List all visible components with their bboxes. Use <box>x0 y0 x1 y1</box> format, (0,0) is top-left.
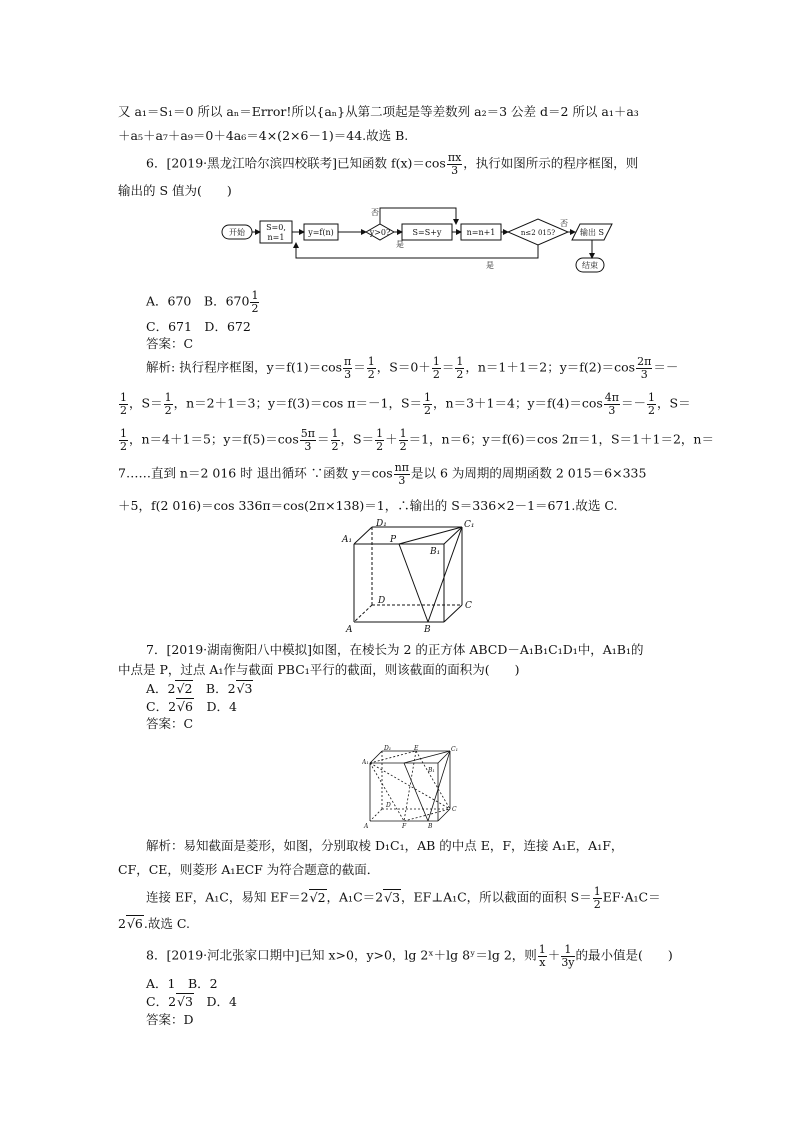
options: C．671 D．672 <box>146 319 251 334</box>
question-8: 8．[2019·河北张家口期中]已知 x>0，y>0，lg 2ˣ＋lg 8ʸ＝lg 2，则 $\frac{1}{x}$ ＋ $\frac{1}{3y}$ 的最小值是( ) <box>146 943 673 969</box>
answer: 答案：C <box>146 716 194 731</box>
vertex-label: C <box>452 806 457 813</box>
flow-output: 输出 S <box>579 228 605 237</box>
cube-figure-2 <box>362 745 466 829</box>
flow-init: S=0, <box>266 223 286 232</box>
vertex-label: P <box>390 535 397 545</box>
flow-yes-label: 是 <box>486 261 494 270</box>
vertex-label: B <box>428 823 433 829</box>
vertex-label: D <box>378 596 386 606</box>
answer: 答案：D <box>146 1012 194 1027</box>
vertex-label: A <box>346 625 353 635</box>
vertex-label: D₁ <box>376 519 387 529</box>
text-line: ＋a₅＋a₇＋a₉＝0＋4a₆＝4×(2×6－1)＝44.故选 B. <box>118 128 409 143</box>
cube-figure-1 <box>338 518 478 636</box>
text: 6．[2019·黑龙江哈尔滨四校联考]已知函数 f(x)＝cos <box>146 155 446 171</box>
flow-end: 结束 <box>582 261 598 270</box>
solution-line: 解析：易知截面是菱形，如图，分别取棱 D₁C₁，AB 的中点 E，F，连接 A₁E，A₁F， <box>146 838 624 853</box>
flow-init: n=1 <box>267 233 285 242</box>
question-7: 7．[2019·湖南衡阳八中模拟]如图，在棱长为 2 的正方体 ABCD－A₁B₁C₁D₁中，A₁B₁的 <box>146 642 644 657</box>
flow-increment: n=n+1 <box>466 228 496 237</box>
question-7: 中点是 P，过点 A₁作与截面 PBC₁平行的截面，则该截面的面积为( ) <box>118 662 520 677</box>
solution-line: 解析: 执行程序框图，y＝f(1)＝cos $\frac{\pi}{3}$ ＝ $\frac{1}{2}$ ，S＝0＋ $\frac{1}{2}$ ＝ $\frac{1}{2}$ ，n＝1＋1＝2；y＝f(2)＝cos $\frac{2\pi}{3}$ ＝－ <box>146 355 679 381</box>
flow-condition: y>0? <box>369 228 391 237</box>
solution-line: $\frac{1}{2}$ ，S＝ $\frac{1}{2}$ ，n＝2＋1＝3；y＝f(3)＝cos π＝－1，S＝ $\frac{1}{2}$ ，n＝3＋1＝4；y＝f(4)＝cos $\frac{4\pi}{3}$ ＝－ $\frac{1}{2}$ ，S＝ <box>120 391 691 417</box>
flow-assign: y=f(n) <box>308 228 334 237</box>
solution-line: 连接 EF，A₁C，易知 EF＝2√2，A₁C＝2√3，EF⊥A₁C，所以截面的面积 S＝ $\frac{1}{2}$ EF·A₁C＝ <box>146 885 661 911</box>
vertex-label: C₁ <box>451 746 458 753</box>
options: C．2√3 D．4 <box>146 994 237 1009</box>
vertex-label: A₁ <box>342 535 353 545</box>
vertex-label: B <box>424 625 431 635</box>
vertex-label: B₁ <box>430 547 441 557</box>
options: A．2√2 B．2√3 <box>146 681 253 696</box>
flow-no-label: 否 <box>371 208 379 217</box>
fraction: $\frac{1}{2}$ <box>251 289 259 315</box>
vertex-label: A₁ <box>362 759 369 766</box>
solution-line: CF，CE，则菱形 A₁ECF 为符合题意的截面． <box>118 862 380 877</box>
flow-no-label: 否 <box>560 219 568 228</box>
options: A．1 B．2 <box>146 976 218 991</box>
vertex-label: E <box>414 745 419 752</box>
options: A．670 B．670 $\frac{1}{2}$ <box>146 289 259 315</box>
solution-line: ＋5，f(2 016)＝cos 336π＝cos(2π×138)＝1，∴输出的 S＝336×2－1＝671.故选 C. <box>118 498 618 513</box>
flow-start: 开始 <box>229 228 245 237</box>
vertex-label: C₁ <box>464 520 475 530</box>
text-line: 又 a₁＝S₁＝0 所以 aₙ＝Error!所以{aₙ}从第二项起是等差数列 a₂＝3 公差 d＝2 所以 a₁＋a₃ <box>118 104 639 119</box>
question-6 <box>146 152 638 176</box>
vertex-label: D <box>386 802 391 809</box>
vertex-label: C <box>465 601 472 611</box>
options: C．2√6 D．4 <box>146 699 237 714</box>
vertex-label: B₁ <box>428 767 435 774</box>
flow-yes-label: 是 <box>396 240 404 249</box>
vertex-label: F <box>402 823 407 829</box>
flow-sum: S=S+y <box>412 228 442 237</box>
solution-line: 2√6.故选 C. <box>118 916 190 931</box>
fraction: $\frac{\pi x}{3}$ <box>447 151 462 177</box>
answer: 答案：C <box>146 336 194 351</box>
solution-line: $\frac{1}{2}$ ，n＝4＋1＝5；y＝f(5)＝cos $\frac{5\pi}{3}$ ＝ $\frac{1}{2}$ ，S＝ $\frac{1}{2}$ ＋ $\frac{1}{2}$ ＝1，n＝6；y＝f(6)＝cos 2π＝1，S＝1＋1＝2，n＝ <box>120 427 714 453</box>
text-line: 输出的 S 值为( ) <box>118 183 232 198</box>
flow-loop-condition: n≤2 015? <box>520 229 556 237</box>
solution-line: 7……直到 n＝2 016 时 退出循环 ∵函数 y＝cos $\frac{n\pi}{3}$ 是以 6 为周期的周期函数 2 015＝6×335 <box>118 461 647 487</box>
text: ，执行如图所示的程序框图，则 <box>463 155 639 171</box>
vertex-label: D₁ <box>384 745 392 752</box>
vertex-label: A <box>364 823 369 829</box>
flowchart <box>218 202 628 278</box>
